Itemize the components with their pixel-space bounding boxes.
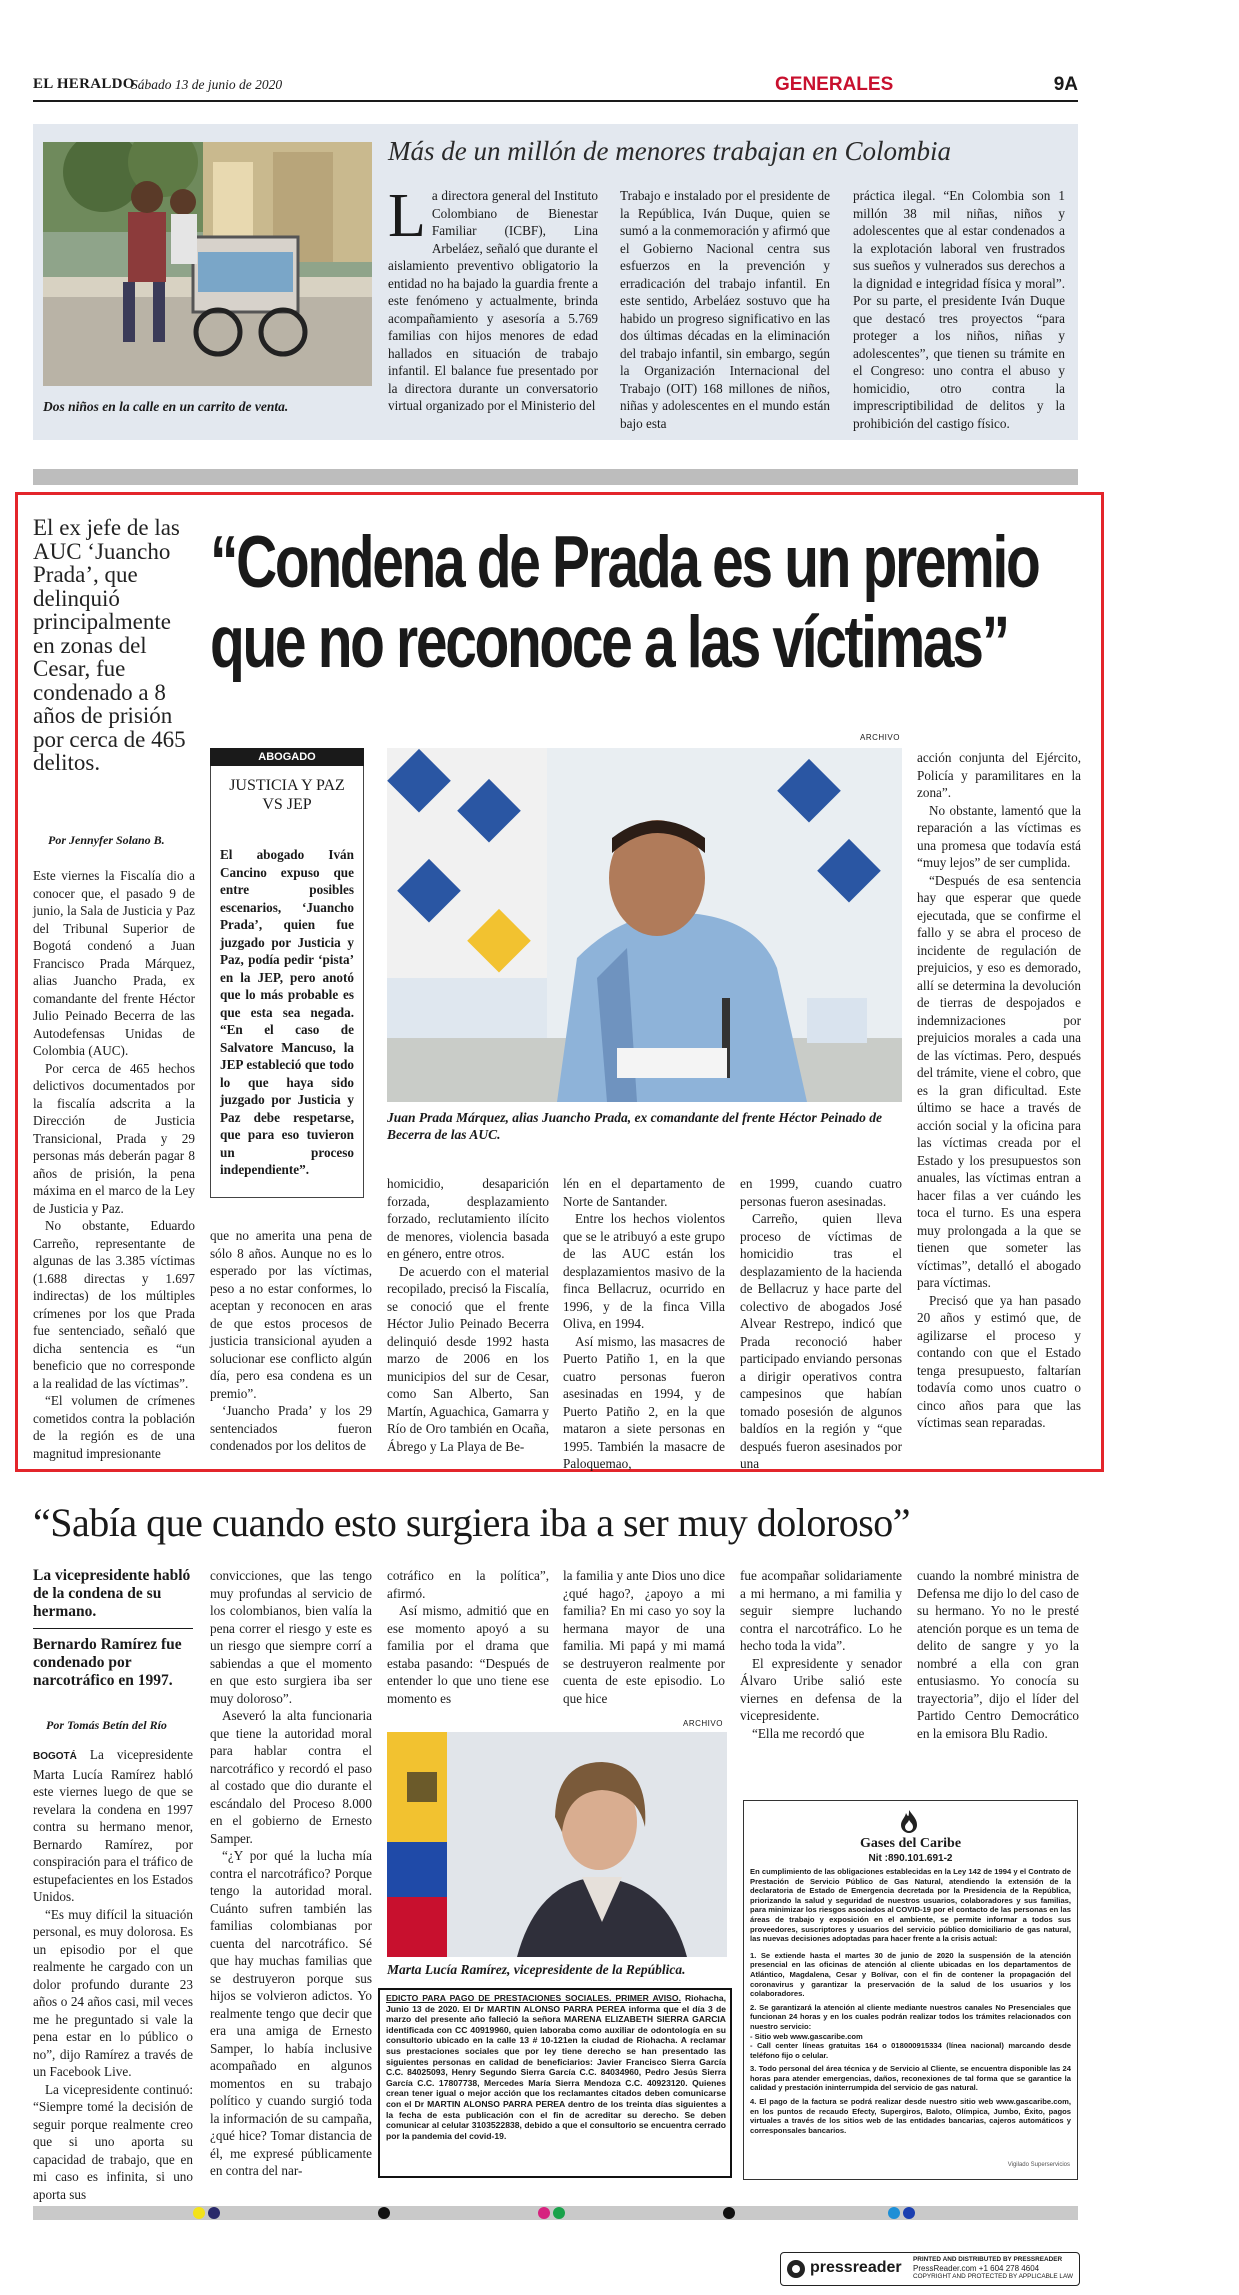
section-name: GENERALES — [775, 74, 894, 95]
second-col5-p2: El expresidente y senador Álvaro Uribe salió este viernes en defensa de la vicepresidente. — [740, 1655, 902, 1723]
main-col6-p4: Precisó que ya han pasado 20 años y estimó que, de agilizarse el proceso y contando con que el Estado tenga presupuesto, faltarían todavía como unos cuatro o cinco años para que las víctimas sean reparadas. — [917, 1292, 1081, 1430]
dateline: BOGOTÁ — [33, 1751, 77, 1762]
sidebar-tag: ABOGADO — [210, 748, 364, 766]
ad-brand: Gases del Caribe — [859, 1836, 962, 1851]
ad-item2b: - Call center líneas gratuitas 164 o 018000915334 (línea nacional) marcando desde teléfono fijo o celular. — [750, 2041, 1071, 2060]
dot-black — [378, 2207, 390, 2219]
top-story-dropcap: L — [388, 182, 426, 250]
main-col2 — [210, 1227, 372, 1455]
top-story-col3: práctica ilegal. “En Colombia son 1 millón 38 mil niñas, niños y adolescentes que al estar condenados a la explotación laboral ven frustrados sus sueños y vulnerados sus derechos a la dignidad e integridad física y moral”. Por su parte, el presidente Iván Duque que destacó tres proyectos “para proteger a los niños, niñas y adolescentes”, que tienen su trámite en el Congreso: uno contra el abuso y homicidio, otro contra la imprescriptibilidad de delitos y la prohibición del castigo físico. — [853, 188, 1065, 431]
second-col4: la familia y ante Dios uno dice ¿qué hago?, ¿apoyo a mi familia? En mi caso yo soy la hermana mayor de una familia. Mi papá y mi mamá se destruyeron realmente por cuenta de este episodio. Lo que hice — [563, 1568, 725, 1706]
issue-date: Sábado 13 de junio de 2020 — [131, 77, 283, 92]
top-story-col1-text: a directora general del Instituto Colombiano de Bienestar Familiar (ICBF), Lina Arbeláez, señaló que durante el aislamiento preventivo obligatorio la entidad no ha bajado la guardia frente a este fenómeno y actualmente, brinda acompañamiento y asesoría a 5.769 familias con hijos menores de edad hallados en situación de trabajo infantil. El balance fue presentado por la directora durante un conversatorio virtual organizado por el Ministerio del — [388, 188, 598, 413]
second-col1-p1: La vicepresidente Marta Lucía Ramírez habló este viernes luego de que se revelara la condena en 1997 contra su hermano menor, Bernardo Ramírez, por conspiración para el tráfico de estupefacientes en los Estados Unidos. — [33, 1747, 193, 1904]
pressreader-line1: PRINTED AND DISTRIBUTED BY PRESSREADER — [913, 2256, 1063, 2263]
main-col1-p1: Este viernes la Fiscalía dio a conocer que, el pasado 9 de junio, la Sala de Justicia y Paz del Tribunal Superior de Bogotá condenó a Juan Francisco Prada Márquez, alias Juancho Prada, ex comandante del frente Héctor Julio Peinado Becerra de las Autodefensas Unidas de Colombia (AUC). — [33, 868, 195, 1058]
registration-dots — [33, 2206, 1078, 2220]
second-photo-credit: ARCHIVO — [683, 1719, 723, 1728]
dot-cyan — [888, 2207, 900, 2219]
ramirez-image — [387, 1732, 727, 1957]
main-col6-p1: acción conjunta del Ejército, Policía y paramilitares en la zona”. — [917, 750, 1081, 800]
second-col2-p2: Aseveró la alta funcionaria que tiene la autoridad moral para hablar contra el narcotráfico y recordó el paso al costado que dio durante el escándalo del Proceso 8.000 en el gobierno de Ernesto Samper. — [210, 1708, 372, 1846]
main-col3 — [387, 1175, 549, 1455]
main-col1-p3: No obstante, Eduardo Carreño, representante de algunas de las 3.385 víctimas (1.688 directas y 1.697 indirectas) de los múltiples crímenes por los que Prada fue sentenciado, señaló que dicha sentencia es “un beneficio que no corresponde a la realidad de las víctimas”. — [33, 1218, 195, 1391]
dot-yellow — [193, 2207, 205, 2219]
top-story-title: Más de un millón de menores trabajan en Colombia — [388, 136, 951, 166]
main-col4 — [563, 1175, 725, 1473]
second-col6: cuando la nombré ministra de Defensa me dijo lo del caso de su hermano. Yo no le presté atención porque es un tema de delito de sangre y yo la nombré a ella con gran entusiasmo. Yo conocía su trayectoria”, dijo el líder del Partido Centro Democrático en la emisora Blu Radio. — [917, 1568, 1079, 1741]
top-story-col2: Trabajo e instalado por el presidente de la República, Iván Duque, quien se sumó a la conmemoración y afirmó que el Gobierno Nacional centra sus esfuerzos en la prevención y erradicación del trabajo infantil. En este sentido, Arbeláez sostuvo que ha habido un progreso significativo en las dos últimas décadas en la eliminación del trabajo infantil, sin embargo, según la Organización Internacional del Trabajo (OIT) 168 millones de niños, niñas y adolescentes en el mundo están bajo esta — [620, 188, 830, 431]
main-photo-caption: Juan Prada Márquez, alias Juancho Prada, ex comandante del frente Héctor Peinado de Becerra de las AUC. — [387, 1110, 883, 1142]
dot-navy — [208, 2207, 220, 2219]
main-col5 — [740, 1175, 902, 1473]
second-col1-p3: La vicepresidente continuó: “Siempre tomé la decisión de seguir porque realmente creo que si uno aporta su capacidad de trabajo, que en mi caso es infinita, si uno aporta sus — [33, 2081, 193, 2202]
pressreader-icon-inner — [792, 2265, 800, 2273]
second-col3 — [387, 1567, 549, 1707]
ad-nit: Nit :890.101.691-2 — [868, 1853, 953, 1864]
pressreader-info — [913, 2256, 1077, 2282]
children-cart-image — [43, 142, 372, 386]
legal-notice-text — [386, 1993, 726, 2141]
main-col3-p2: De acuerdo con el material recopilado, precisó la Fiscalía, se conoció que el frente Héctor Julio Peinado Becerra delinquió desde 1992 hasta marzo de 2006 en los municipios del sur de Cesar, como San Alberto, San Martín, Aguachica, Gamarra y Río de Oro también en Ocaña, Ábrego y La Playa de Be- — [387, 1263, 549, 1454]
second-deck1: La vicepresidente habló de la condena de su hermano. — [33, 1567, 191, 1620]
deck-rule — [33, 1628, 193, 1629]
main-photo-credit: ARCHIVO — [860, 733, 900, 742]
main-col6-p3: “Después de esa sentencia hay que esperar que quede ejecutada, que se confirme el fallo y se abra el proceso de incidente de regulación de prejuicios, y eso es demorado, allí se determina la devolución de tierras de despojados e indemnizaciones por prejuicios morales a cada una de las víctimas. Pero, después del trámite, viene el cobro, que es la gran dificultad. Este último se hace a través de acción social y la oficina para las víctimas creada por el Estado y los presupuestos son anuales, las víctimas entran a hacer filas a ver cuándo les toca el turno. Es una espera muy prolongada a la que se tienen que someter las víctimas”, detalló el abogado para víctimas. — [917, 872, 1081, 1290]
top-story-col1 — [388, 182, 598, 415]
main-col4-p1: lén en el departamento de Norte de Santander. — [563, 1176, 725, 1209]
flame-icon — [895, 1808, 923, 1836]
dot-blue — [903, 2207, 915, 2219]
second-headline: “Sabía que cuando esto surgiera iba a ser muy doloroso” — [33, 1500, 911, 1545]
pressreader-badge[interactable] — [780, 2252, 1080, 2286]
page-number: 9A — [1053, 74, 1078, 95]
paper-name: EL HERALDO — [33, 76, 135, 92]
main-col1-p4: “El volumen de crímenes cometidos contra la población de la región es de una magnitud impresionante — [33, 1393, 195, 1461]
masthead-rule — [33, 100, 1078, 102]
legal-notice-title: EDICTO PARA PAGO DE PRESTACIONES SOCIALES. PRIMER AVISO. — [386, 1993, 681, 2003]
ad-intro: En cumplimiento de las obligaciones establecidas en la Ley 142 de 1994 y el Contrato de Prestación de Servicio Público de Gas Natural, atendiendo la extensión de la declaratoria de Estado de Emergencia decretada por la Presidencia de la República, priorizando la salud y seguridad de nuestros usuarios, colaboradores y sus familias, para minimizar los riesgos asociados al COVID-19 por el contacto de las personas en las áreas de trabajo y exposición en el ambiente, se permite informar a todos sus proveedores, suscriptores y usuarios del servicio público domiciliario de gas natural, las nuevas decisiones adoptadas para hacer frente a la crisis actual: — [750, 1867, 1071, 1944]
main-col1-p2: Por cerca de 465 hechos delictivos documentados por la fiscalía adscrita a la Dirección de Justicia Transicional, Prada y 29 personas más deberán pagar 8 años de prisión, la pena máxima en el marco de la Ley de Justicia y Paz. — [33, 1060, 195, 1216]
main-headline — [210, 523, 1080, 703]
second-byline: Por Tomás Betín del Río — [46, 1718, 167, 1732]
prada-image — [387, 748, 902, 1102]
ad-item2a: - Sitio web www.gascaribe.com — [750, 2031, 863, 2041]
top-story-box — [33, 124, 1078, 440]
pressreader-line2: PressReader.com +1 604 278 4604 — [913, 2263, 1040, 2273]
pressreader-line3: COPYRIGHT AND PROTECTED BY APPLICABLE LAW — [913, 2273, 1074, 2281]
main-col6 — [917, 749, 1081, 1432]
second-col3-p1: cotráfico en la política”, afirmó. — [387, 1568, 549, 1601]
second-col2-p3: “¿Y por qué la lucha mía contra el narcotráfico? Porque tengo la autoridad moral. Cuánto sufren también las familias colombianas por cuenta del narcotráfico. Sé que hay muchas familias que se destruyeron porque sus hijos se volvieron adictos. Yo realmente tengo que decir que era una amiga de Ernesto Samper, lo había inclusive acompañado en algunos momentos en su trabajo político y cuando surgió toda la información de su campaña, ¿qué hice? Tomar distancia de él, me expresé públicamente en contra del nar- — [210, 1848, 372, 2178]
second-deck2: Bernardo Ramírez fue condenado por narcotráfico en 1997. — [33, 1636, 182, 1689]
ad-footer: Vigilado Superservicios — [1007, 2162, 1070, 2168]
dot-magenta — [538, 2207, 550, 2219]
second-col5-p1: fue acompañar solidariamente a mi hermano, a mi familia y seguir siempre luchando contra el narcotráfico. Lo he hecho toda la vida”. — [740, 1568, 902, 1653]
ad-item2: 2. Se garantizará la atención al cliente mediante nuestros canales No Presenciales que funcionan 24 horas y en los cuales podrán realizar todos los trámites relacionados con nuestro servicio: — [750, 2002, 1071, 2031]
main-col2-p2: ‘Juancho Prada’ y los 29 sentenciados fueron condenados por los delitos de — [210, 1403, 372, 1453]
legal-notice-body: Riohacha, Junio 13 de 2020. El Dr MARTIN ALONSO PARRA PEREA informa que el día 3 de marzo del presente año falleció la señora MARENA ELIZABETH SIERRA GARCIA identificada con CC 40919960, quien laboraba como auxiliar de odontología en su consultorio ubicado en la calle 13 # 10-121en la ciudad de Riohacha. A reclamar sus prestaciones sociales que por ley tiene derecho se han presentado las siguientes personas en calidad de beneficiarios: Javier Francisco Sierra García C.C. 84025093, Henry Segundo Sierra García C.C. 84034960, Pedro Jesús Sierra García C.C. 17807738, Mercedes María Sierra Mendoza C.C. 40923120. Quienes crean tener igual o mejor acción que los reclamantes citados deben comunicarse con el Dr MARTIN ALONSO PARRA PEREA dentro de los treinta días siguientes a la fecha de esta publicación con el fin de acreditar su derecho. Se deben comunicar al celular 3103522838, debido a que el consultorio se encuentra cerrado por la pandemia del covid-19. — [386, 1993, 727, 2141]
main-col1 — [33, 867, 195, 1462]
separator-bar — [33, 469, 1078, 485]
main-col4-p3: Así mismo, las masacres de Puerto Patiño 1, en la que cuatro personas fueron asesinadas en 1994, y de Puerto Patiño 2, en la que mataron a siete personas en 1995. También la masacre de Paloquemao, — [563, 1333, 725, 1471]
second-col5-p3: “Ella me recordó que — [752, 1725, 865, 1741]
prada-photo — [387, 748, 902, 1102]
second-col1 — [33, 1746, 193, 2203]
main-headline-line1: “Condena de Prada es un premio — [210, 523, 1039, 603]
ad-item4: 4. El pago de la factura se podrá realizar desde nuestro sitio web www.gascaribe.com, en los puntos de recaudo Efecty, Supergiros, Baloto, Olímpica, Jumbo, Éxito, pagos virtuales a través de los sitios web de las entidades bancarias, cajeros automáticos y corresponsales bancarios. — [750, 2097, 1071, 2135]
ad-item3: 3. Todo personal del área técnica y de Servicio al Cliente, se encuentra disponible las 24 horas para atender emergencias, daños, reconexiones de tal forma que se garantice la calidad y prestación ininterrumpida del servicio de gas natural. — [750, 2064, 1071, 2093]
main-col3-p1: homicidio, desaparición forzada, desplazamiento forzado, reclutamiento ilícito de menores, violencia basada en género, entre otros. — [387, 1176, 549, 1261]
dot-green — [553, 2207, 565, 2219]
second-col5 — [740, 1567, 902, 1742]
main-col5-p2: Carreño, quien lleva proceso de víctimas de homicidio tras el desplazamiento de la hacienda de Bellacruz y hace parte del colectivo de abogados José Alvear Restrepo, indicó que Prada reconoció haber participado enviando personas a dirigir operativos contra campesinos que habían tomado posesión de algunos baldíos en la región y “que después fueron asesinados por una — [740, 1211, 902, 1471]
top-story-caption: Dos niños en la calle en un carrito de venta. — [43, 399, 289, 414]
second-col2 — [210, 1567, 372, 2180]
sidebar-text: El abogado Iván Cancino expuso que entre posibles escenarios, ‘Juancho Prada’, quien fue juzgado por Justicia y Paz, podía pedir ‘pista’ en la JEP, pero anotó que lo más probable es que esta sea negada. “En el caso de Salvatore Mancuso, la JEP estableció que todo lo que haya sido juzgado por Justicia y Paz debe respetarse, que para eso tuvieron un proceso independiente”. — [220, 847, 354, 1177]
second-col1-p2: “Es muy difícil la situación personal, es muy dolorosa. Es un episodio por el que realmente he cargado con un dolor profundo durante 23 años o 24 años casi, mil veces me he preguntado si vale la pena estar en lo público o no”, dijo Ramírez a través de un Facebook Live. — [33, 1906, 193, 2079]
main-story-byline: Por Jennyfer Solano B. — [48, 833, 165, 847]
main-col5-p1: en 1999, cuando cuatro personas fueron asesinadas. — [740, 1176, 902, 1209]
main-col2-p1: que no amerita una pena de sólo 8 años. Aunque no es lo esperado por las víctimas, peso a no estar conformes, lo aceptan y reconocen en aras de que estos procesos de justicia transicional ayuden a solucionar ese conflicto algún día, pero esa condena es un premio”. — [210, 1228, 372, 1401]
children-cart-photo — [43, 142, 372, 386]
masthead — [33, 76, 1078, 100]
second-col2-p1: convicciones, que las tengo muy profundas al servicio de los colombianos, bien valía la pena correr el riesgo y este es un riesgo que siempre corrí a sabiendas a que el momento en que esto surgiera iba ser muy doloroso”. — [210, 1568, 372, 1706]
main-story-deck: El ex jefe de las AUC ‘Juancho Prada’, que delinquió principalmente en zonas del Cesar, fue condenado a 8 años de prisión por cerca de 465 delitos. — [33, 515, 186, 775]
ad-body — [750, 1867, 1071, 2135]
second-photo-caption: Marta Lucía Ramírez, vicepresidente de la República. — [387, 1962, 686, 1977]
sidebar-title: JUSTICIA Y PAZ VS JEP — [229, 777, 345, 813]
pressreader-brand: pressreader — [810, 2259, 902, 2276]
dot-black-2 — [723, 2207, 735, 2219]
ramirez-photo — [387, 1732, 727, 1957]
ad-item1: 1. Se extiende hasta el martes 30 de junio de 2020 la suspensión de la atención presencial en las oficinas de atención al cliente ubicadas en los departamentos de Atlántico, Magdalena, Cesar y Bolívar, con el fin de contener la propagación del coronavirus y garantizar la preservación de la salud de los usuarios y los colaboradores. — [750, 1950, 1071, 1999]
main-col6-p2: No obstante, lamentó que la reparación a las víctimas es una promesa que todavía está “muy lejos” de ser cumplida. — [917, 802, 1081, 870]
main-headline-line2: que no reconoce a las víctimas” — [210, 602, 1008, 683]
main-col4-p2: Entre los hechos violentos que se le atribuyó a este grupo de las AUC están los desplazamientos masivo de la finca Bellacruz, ocurrido en 1996, y de la finca Villa Oliva, en 1994. — [563, 1211, 725, 1331]
second-col3-p2: Así mismo, admitió que en ese momento apoyó a su familia por el drama que estaba pasando: “Después de entender lo que uno tiene ese momento es — [387, 1603, 549, 1706]
